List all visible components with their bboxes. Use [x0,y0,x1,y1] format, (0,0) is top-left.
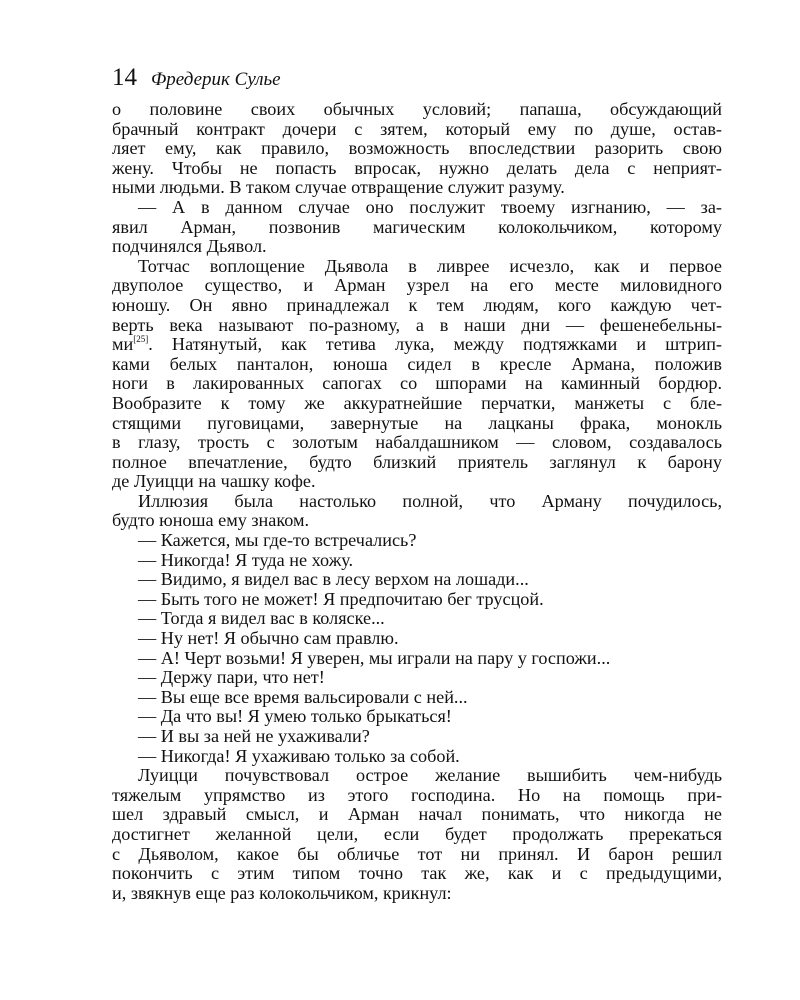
text-line [112,551,722,571]
running-head-author: Фредерик Сулье [151,69,281,90]
line-text: де Луицци на чашку кофе. [112,471,316,492]
line-text: — Тогда я видел вас в коляске... [138,608,385,629]
line-text: тяжелым упрямство из этого господина. Но на помощь при- [112,784,722,805]
line-text: стящими пуговицами, завернутые на лацканы фрака, монокль [112,412,722,433]
line-text: — Никогда! Я туда не хожу. [138,549,354,570]
text-line [112,159,722,179]
text-line [112,688,722,708]
text-line [112,590,722,610]
line-text: — А в данном случае оно послужит твоему изгнанию, — за- [138,196,722,217]
text-line [112,825,722,845]
text-line [112,766,722,786]
line-text: покончить с этим типом точно так же, как и с предыдущими, [112,863,722,884]
line-text: — Ну нет! Я обычно сам правлю. [138,628,399,649]
line-text: — Да что вы! Я умею только брыкаться! [138,706,452,727]
text-line [112,316,722,336]
line-text-continued: . Натянутый, как тетива лука, между подтяжками и штрип- [148,334,722,355]
line-text: будто юноша ему знаком. [112,510,310,531]
line-text: с Дьяволом, какое бы обличье тот ни принял. И барон решил [112,843,722,864]
text-line [112,668,722,688]
text-line [112,492,722,512]
text-line [112,198,722,218]
body-text [112,100,722,903]
line-text: — Быть того не может! Я предпочитаю бег трусцой. [138,588,544,609]
line-text: верть века называют по-разному, а в наши дни — фешенебельны- [112,314,722,335]
line-text: явил Арман, позвонив магическим колокольчиком, которому [112,216,722,237]
line-text: — Держу пари, что нет! [138,667,325,688]
text-line [112,355,722,375]
line-text: ноги в лакированных сапогах со шпорами на каминный бордюр. [112,373,722,394]
line-text: в глазу, трость с золотым набалдашником — словом, создавалось [112,432,722,453]
line-text: о половине своих обычных условий; папаша, обсуждающий [112,99,722,119]
line-text: ляет ему, как правило, возможность впоследствии разорить свою [112,138,722,159]
text-line [112,786,722,806]
line-text: — Кажется, мы где-то встречались? [138,530,417,551]
text-line [112,374,722,394]
text-line [112,629,722,649]
line-text: — Никогда! Я ухаживаю только за собой. [138,745,460,766]
text-line [112,845,722,865]
text-line [112,218,722,238]
text-line [112,414,722,434]
text-line [112,570,722,590]
line-text: и, звякнув еще раз колокольчиком, крикнул: [112,882,452,903]
text-line [112,805,722,825]
text-line [112,707,722,727]
text-line [112,120,722,140]
page-number: 14 [112,64,137,91]
text-line [112,727,722,747]
line-text: Иллюзия была настолько полной, что Арману почудилось, [138,490,722,511]
text-line [112,531,722,551]
line-text: ными людьми. В таком случае отвращение служит разуму. [112,177,565,198]
footnote-reference: [25] [133,334,149,345]
line-text: ми [112,334,134,355]
text-line [112,178,722,198]
text-line [112,453,722,473]
line-text: юношу. Он явно принадлежал к тем людям, кого каждую чет- [112,294,722,315]
text-line [112,335,722,355]
text-line [112,884,722,904]
text-line [112,609,722,629]
line-text: двуполое существо, и Арман узрел на его месте миловидного [112,275,722,296]
line-text: ками белых панталон, юноша сидел в кресле Армана, положив [112,353,722,374]
text-line [112,296,722,316]
line-text: подчинялся Дьявол. [112,236,267,257]
text-line [112,864,722,884]
text-line [112,511,722,531]
text-line [112,257,722,277]
line-text: достигнет желанной цели, если будет продолжать пререкаться [112,823,722,844]
page-header [112,64,722,100]
text-line [112,747,722,767]
line-text: жену. Чтобы не попасть впросак, нужно делать дела с неприят- [112,157,722,178]
line-text: Тотчас воплощение Дьявола в ливрее исчезло, как и первое [138,255,722,276]
text-line [112,394,722,414]
line-text: шел здравый смысл, и Арман начал понимать, что никогда не [112,804,722,825]
text-line [112,139,722,159]
line-text: — И вы за ней не ухаживали? [138,726,370,746]
text-line [112,276,722,296]
text-line [112,649,722,669]
text-line [112,237,722,257]
line-text: полное впечатление, будто близкий приятель заглянул к барону [112,451,722,472]
text-line [112,433,722,453]
book-page [112,64,722,903]
line-text: Вообразите к тому же аккуратнейшие перчатки, манжеты с бле- [112,392,722,413]
line-text: — Вы еще все время вальсировали с ней... [138,686,468,707]
line-text: брачный контракт дочери с зятем, который ему по душе, остав- [112,118,722,139]
line-text: — Видимо, я видел вас в лесу верхом на лошади... [138,569,529,590]
line-text: Луицци почувствовал острое желание вышибить чем-нибудь [138,765,722,786]
text-line [112,472,722,492]
text-line [112,100,722,120]
line-text: — А! Черт возьми! Я уверен, мы играли на пару у госпожи... [138,647,611,668]
